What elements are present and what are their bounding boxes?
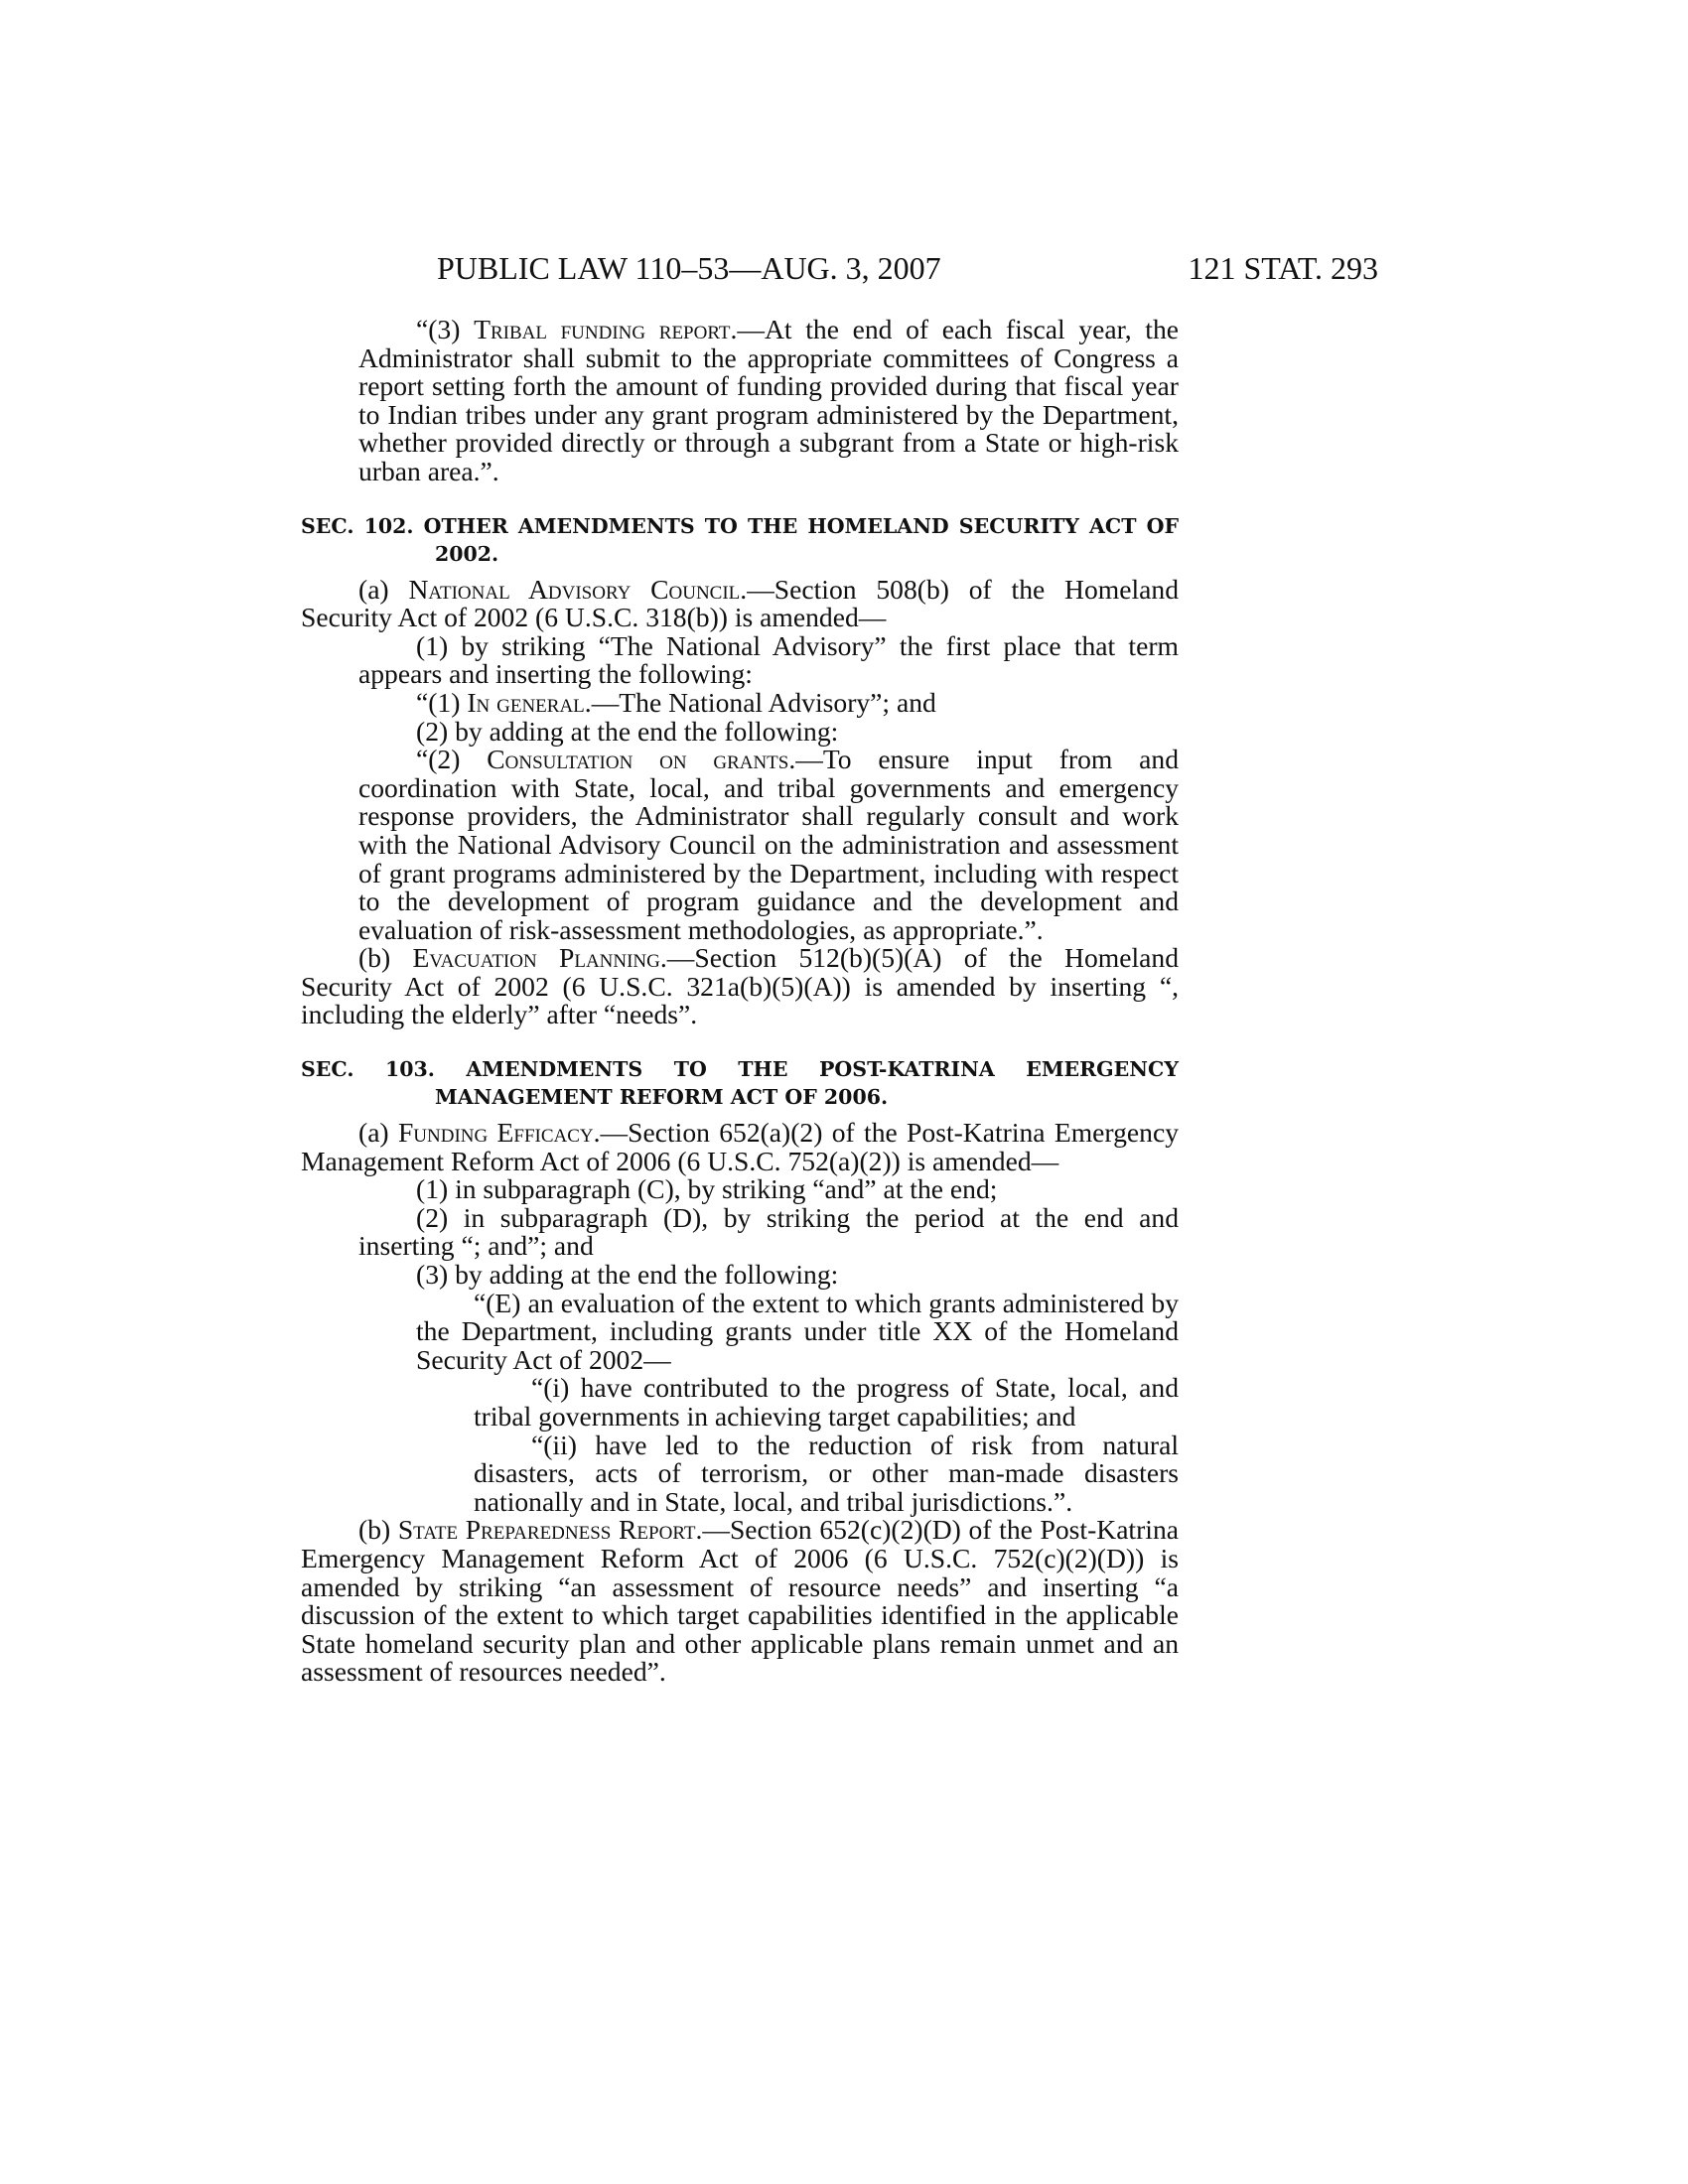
subsection-a-funding-efficacy: (a) Funding Efficacy.—Section 652(a)(2) of the Post-Katrina Emergency Management Reform Act of 2006 (6 U.S.C. 752(a)(2)) is amended— [301, 1117, 1179, 1176]
quoted-paragraph-1-in-general: “(1) In general.—The National Advisory”; and [416, 686, 936, 718]
national-advisory-council-caption: National Advisory Council [408, 573, 741, 605]
quoted-clause-ii: “(ii) have led to the reduction of risk from natural disasters, acts of terrorism, or other man-made disasters nationally and in State, local, and tribal jurisdictions.”. [474, 1429, 1179, 1517]
sec-102-heading: SEC. 102. OTHER AMENDMENTS TO THE HOMELAND SECURITY ACT OF 2002. [301, 513, 1179, 566]
tribal-funding-report-caption: Tribal funding report [474, 314, 731, 344]
quoted-subparagraph-e: “(E) an evaluation of the extent to which grants administered by the Department, including grants under title XX of the Homeland Security Act of 2002— [416, 1287, 1179, 1375]
paragraph-2-adding: (2) by adding at the end the following: [416, 715, 839, 747]
sec-103-heading: SEC. 103. AMENDMENTS TO THE POST-KATRINA EMERGENCY MANAGEMENT REFORM ACT OF 2006. [301, 1057, 1179, 1110]
paragraph-1-subparagraph-c: (1) in subparagraph (C), by striking “and” at the end; [416, 1173, 998, 1205]
subsection-a-national-advisory-council: (a) National Advisory Council.—Section 508(b) of the Homeland Security Act of 2002 (6 U.S.C. 318(b)) is amended— [301, 573, 1179, 633]
in-general-caption: In general [467, 686, 585, 718]
consultation-on-grants-caption: Consultation on grants [487, 744, 789, 775]
paragraph-1-striking: (1) by striking “The National Advisory” the first place that term appears and inserting the following: [358, 629, 1179, 690]
subsection-b-state-preparedness-report: (b) State Preparedness Report.—Section 652(c)(2)(D) of the Post-Katrina Emergency Management Reform Act of 2006 (6 U.S.C. 752(c)(2)(D)) is amended by striking “an assessment of resource needs” and inserting “a discussion of the extent to which target capabilities identified in the applicable State homeland security plan and other applicable plans remain unmet and an assessment of resources needed”. [301, 1514, 1180, 1688]
running-head: PUBLIC LAW 110–53—AUG. 3, 2007 [437, 250, 941, 286]
tribal-funding-report-paragraph: “(3) Tribal funding report.—At the end of each fiscal year, the Administrator shall submit to the appropriate committees of Congress a report setting forth the amount of funding provided during that fiscal year to Indian tribes under any grant program administered by the Department, whether provided directly or through a subgrant from a State or high-risk urban area.”. [358, 314, 1180, 486]
document-body [301, 316, 1179, 1687]
quoted-paragraph-2-consultation: “(2) Consultation on grants.—To ensure input from and coordination with State, local, and tribal governments and emergency response providers, the Administrator shall regularly consult and work with the National Advisory Council on the administration and assessment of grant programs administered by the Department, including with respect to the development of program guidance and the development and evaluation of risk-assessment methodologies, as appropriate.”. [358, 744, 1179, 945]
paragraph-3-adding: (3) by adding at the end the following: [416, 1259, 839, 1291]
subsection-b-evacuation-planning: (b) Evacuation Planning.—Section 512(b)(5)(A) of the Homeland Security Act of 2002 (6 U.S.C. 321a(b)(5)(A)) is amended by inserting “, including the elderly” after “needs”. [301, 942, 1179, 1030]
statute-page-reference: 121 STAT. 293 [1188, 250, 1378, 286]
page-header [298, 248, 1378, 288]
paragraph-2-subparagraph-d: (2) in subparagraph (D), by striking the period at the end and inserting “; and”; and [358, 1201, 1179, 1262]
evacuation-planning-caption: Evacuation Planning [412, 942, 660, 974]
state-preparedness-report-caption: State Preparedness Report [397, 1514, 696, 1546]
quoted-clause-i: “(i) have contributed to the progress of State, local, and tribal governments in achieving target capabilities; and [474, 1372, 1179, 1432]
funding-efficacy-caption: Funding Efficacy [397, 1117, 594, 1149]
